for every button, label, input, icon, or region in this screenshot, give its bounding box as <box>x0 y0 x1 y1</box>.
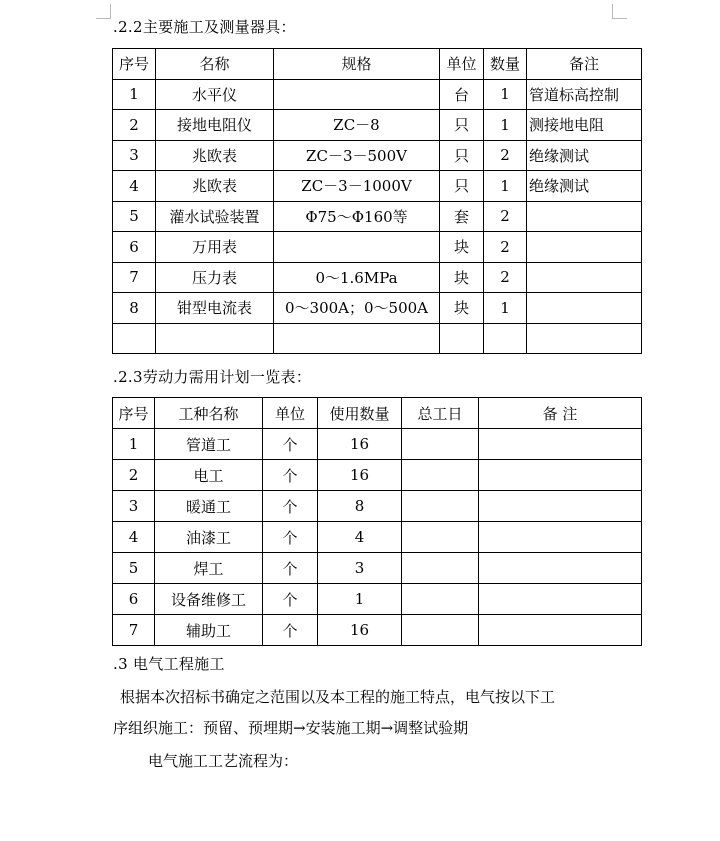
labor-header-cell: 序号 <box>113 398 155 429</box>
table-row <box>113 615 642 646</box>
labor-cell <box>402 460 479 491</box>
table-row <box>113 460 642 491</box>
labor-cell: 暖通工 <box>155 491 263 522</box>
labor-cell <box>402 429 479 460</box>
equipment-cell: ZC－3－500V <box>274 140 440 171</box>
labor-cell: 个 <box>263 615 318 646</box>
labor-cell <box>479 429 642 460</box>
labor-cell: 3 <box>113 491 155 522</box>
equipment-heading: .2.2主要施工及测量器具： <box>113 18 296 36</box>
equipment-cell: 1 <box>484 171 527 202</box>
table-row <box>113 110 642 141</box>
labor-header-cell: 备 注 <box>479 398 642 429</box>
table-row <box>113 232 642 263</box>
equipment-cell <box>440 323 484 354</box>
equipment-cell <box>113 323 156 354</box>
labor-cell: 焊工 <box>155 553 263 584</box>
electrical-flow-intro: 电气施工工艺流程为： <box>148 752 299 770</box>
equipment-cell: 台 <box>440 79 484 110</box>
equipment-cell: 8 <box>113 293 156 324</box>
equipment-cell: 6 <box>113 232 156 263</box>
labor-cell: 16 <box>318 460 402 491</box>
table-row <box>113 584 642 615</box>
labor-cell: 7 <box>113 615 155 646</box>
labor-cell: 1 <box>113 429 155 460</box>
equipment-cell: ZC－8 <box>274 110 440 141</box>
equipment-header-cell: 规格 <box>274 49 440 80</box>
labor-header-cell: 单位 <box>263 398 318 429</box>
labor-cell <box>479 522 642 553</box>
equipment-cell: 水平仪 <box>156 79 274 110</box>
table-row <box>113 201 642 232</box>
equipment-cell <box>527 293 642 324</box>
equipment-cell: 套 <box>440 201 484 232</box>
page-corner-mark-left <box>96 4 111 19</box>
labor-cell: 个 <box>263 429 318 460</box>
table-row <box>113 79 642 110</box>
table-row <box>113 262 642 293</box>
equipment-cell: 块 <box>440 293 484 324</box>
equipment-cell: 接地电阻仪 <box>156 110 274 141</box>
equipment-header-cell: 序号 <box>113 49 156 80</box>
equipment-cell: 压力表 <box>156 262 274 293</box>
equipment-header-cell: 数量 <box>484 49 527 80</box>
equipment-cell: 3 <box>113 140 156 171</box>
labor-cell <box>479 460 642 491</box>
equipment-cell: ZC－3－1000V <box>274 171 440 202</box>
equipment-table <box>112 48 642 354</box>
table-row <box>113 293 642 324</box>
labor-cell <box>479 553 642 584</box>
labor-cell: 管道工 <box>155 429 263 460</box>
equipment-cell <box>527 201 642 232</box>
labor-header-cell: 工种名称 <box>155 398 263 429</box>
equipment-header-cell: 单位 <box>440 49 484 80</box>
equipment-cell: 只 <box>440 171 484 202</box>
table-row <box>113 140 642 171</box>
labor-cell: 4 <box>113 522 155 553</box>
equipment-cell: Φ75～Φ160等 <box>274 201 440 232</box>
labor-heading: .2.3劳动力需用计划一览表： <box>113 368 312 386</box>
table-row <box>113 553 642 584</box>
equipment-header-row <box>113 49 642 80</box>
labor-cell <box>479 584 642 615</box>
labor-cell: 1 <box>318 584 402 615</box>
electrical-paragraph-line1: 根据本次招标书确定之范围以及本工程的施工特点，电气按以下工 <box>120 688 556 706</box>
labor-cell: 16 <box>318 429 402 460</box>
labor-cell: 个 <box>263 522 318 553</box>
page-corner-mark-right <box>612 4 627 19</box>
electrical-heading: .3 电气工程施工 <box>113 655 225 673</box>
labor-cell: 8 <box>318 491 402 522</box>
equipment-cell: 1 <box>113 79 156 110</box>
equipment-cell <box>274 232 440 263</box>
labor-table <box>112 397 642 646</box>
equipment-cell: 万用表 <box>156 232 274 263</box>
equipment-cell <box>527 232 642 263</box>
equipment-cell: 2 <box>484 262 527 293</box>
labor-header-cell: 总工日 <box>402 398 479 429</box>
equipment-cell: 绝缘测试 <box>527 140 642 171</box>
equipment-cell: 1 <box>484 79 527 110</box>
equipment-cell: 2 <box>484 140 527 171</box>
labor-cell <box>479 615 642 646</box>
labor-cell: 3 <box>318 553 402 584</box>
labor-cell: 电工 <box>155 460 263 491</box>
labor-cell <box>402 491 479 522</box>
equipment-cell <box>156 323 274 354</box>
labor-cell <box>402 615 479 646</box>
labor-cell <box>402 584 479 615</box>
equipment-header-cell: 名称 <box>156 49 274 80</box>
equipment-cell: 块 <box>440 262 484 293</box>
equipment-cell: 7 <box>113 262 156 293</box>
labor-cell: 5 <box>113 553 155 584</box>
labor-cell: 4 <box>318 522 402 553</box>
equipment-cell: 5 <box>113 201 156 232</box>
equipment-cell: 2 <box>484 201 527 232</box>
equipment-cell: 1 <box>484 110 527 141</box>
labor-cell: 16 <box>318 615 402 646</box>
equipment-cell: 块 <box>440 232 484 263</box>
equipment-cell: 0～300A；0～500A <box>274 293 440 324</box>
table-row <box>113 522 642 553</box>
table-row <box>113 171 642 202</box>
equipment-cell: 2 <box>113 110 156 141</box>
labor-cell: 2 <box>113 460 155 491</box>
equipment-cell: 只 <box>440 140 484 171</box>
labor-cell <box>402 553 479 584</box>
equipment-cell: 测接地电阻 <box>527 110 642 141</box>
equipment-cell <box>274 79 440 110</box>
labor-cell: 辅助工 <box>155 615 263 646</box>
table-row <box>113 429 642 460</box>
labor-cell: 个 <box>263 584 318 615</box>
labor-cell: 个 <box>263 460 318 491</box>
equipment-cell <box>274 323 440 354</box>
electrical-paragraph-line2: 序组织施工：预留、预埋期→安装施工期→调整试验期 <box>113 719 469 737</box>
equipment-cell: 管道标高控制 <box>527 79 642 110</box>
equipment-cell: 兆欧表 <box>156 140 274 171</box>
equipment-cell: 1 <box>484 293 527 324</box>
equipment-cell: 绝缘测试 <box>527 171 642 202</box>
equipment-cell: 钳型电流表 <box>156 293 274 324</box>
equipment-cell: 灌水试验装置 <box>156 201 274 232</box>
equipment-cell <box>527 323 642 354</box>
labor-cell: 个 <box>263 553 318 584</box>
labor-cell: 设备维修工 <box>155 584 263 615</box>
equipment-cell <box>484 323 527 354</box>
table-row <box>113 323 642 354</box>
labor-header-row <box>113 398 642 429</box>
labor-cell: 6 <box>113 584 155 615</box>
equipment-cell: 4 <box>113 171 156 202</box>
equipment-cell: 2 <box>484 232 527 263</box>
labor-cell <box>479 491 642 522</box>
table-row <box>113 491 642 522</box>
labor-cell: 个 <box>263 491 318 522</box>
equipment-cell: 兆欧表 <box>156 171 274 202</box>
equipment-header-cell: 备注 <box>527 49 642 80</box>
equipment-cell: 0～1.6MPa <box>274 262 440 293</box>
equipment-cell <box>527 262 642 293</box>
labor-cell: 油漆工 <box>155 522 263 553</box>
labor-cell <box>402 522 479 553</box>
labor-header-cell: 使用数量 <box>318 398 402 429</box>
equipment-cell: 只 <box>440 110 484 141</box>
